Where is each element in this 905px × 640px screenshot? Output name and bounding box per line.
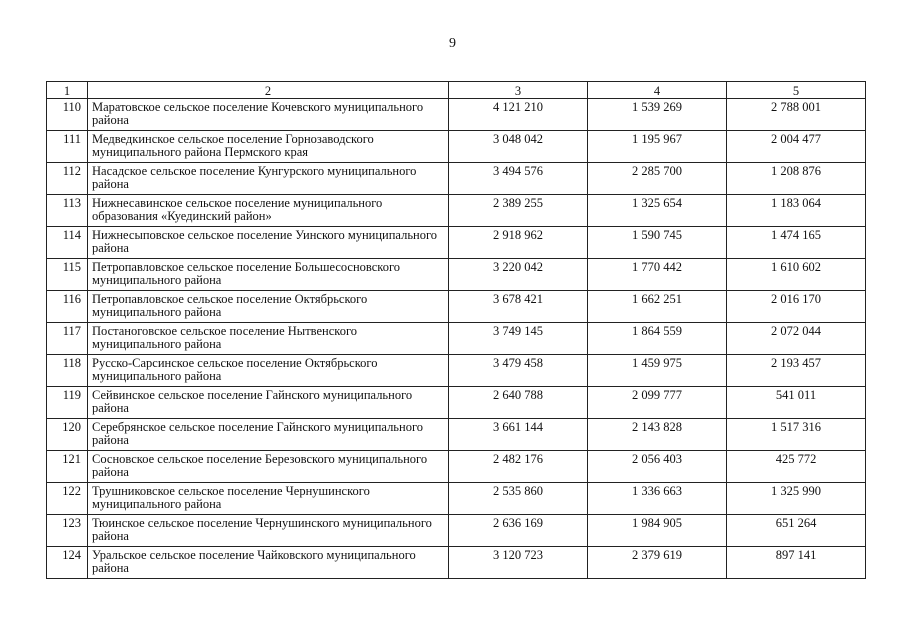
row-number-cell: 111: [47, 131, 88, 163]
value-col-3-cell: 2 482 176: [449, 451, 588, 483]
value-col-5-cell: 1 517 316: [727, 419, 866, 451]
table-row: [47, 483, 866, 515]
value-col-3-cell: 2 636 169: [449, 515, 588, 547]
value-col-3-cell: 3 661 144: [449, 419, 588, 451]
header-col-1: 1: [47, 82, 88, 99]
value-col-4-cell: 2 099 777: [588, 387, 727, 419]
row-number-cell: 112: [47, 163, 88, 195]
row-number-cell: 113: [47, 195, 88, 227]
value-col-4-cell: 2 056 403: [588, 451, 727, 483]
value-col-5-cell: 651 264: [727, 515, 866, 547]
table-row: [47, 195, 866, 227]
row-number-cell: 116: [47, 291, 88, 323]
header-row: [47, 82, 866, 99]
table-header: [47, 82, 866, 99]
value-col-5-cell: 2 004 477: [727, 131, 866, 163]
value-col-4-cell: 1 539 269: [588, 99, 727, 131]
row-number-cell: 115: [47, 259, 88, 291]
value-col-4-cell: 2 285 700: [588, 163, 727, 195]
value-col-5-cell: 2 788 001: [727, 99, 866, 131]
settlement-name-cell: Уральское сельское поселение Чайковского муниципального района: [88, 547, 449, 579]
value-col-5-cell: 2 016 170: [727, 291, 866, 323]
value-col-3-cell: 3 120 723: [449, 547, 588, 579]
table-row: [47, 387, 866, 419]
value-col-4-cell: 1 459 975: [588, 355, 727, 387]
settlement-name-cell: Сейвинское сельское поселение Гайнского муниципального района: [88, 387, 449, 419]
table-row: [47, 451, 866, 483]
row-number-cell: 124: [47, 547, 88, 579]
row-number-cell: 121: [47, 451, 88, 483]
value-col-4-cell: 1 984 905: [588, 515, 727, 547]
row-number-cell: 119: [47, 387, 88, 419]
value-col-5-cell: 541 011: [727, 387, 866, 419]
row-number-cell: 110: [47, 99, 88, 131]
settlement-name-cell: Насадское сельское поселение Кунгурского муниципального района: [88, 163, 449, 195]
table-row: [47, 547, 866, 579]
table-row: [47, 163, 866, 195]
header-col-5: 5: [727, 82, 866, 99]
value-col-4-cell: 1 325 654: [588, 195, 727, 227]
header-col-4: 4: [588, 82, 727, 99]
value-col-3-cell: 3 749 145: [449, 323, 588, 355]
value-col-3-cell: 4 121 210: [449, 99, 588, 131]
settlement-name-cell: Медведкинское сельское поселение Горнозаводского муниципального района Пермского края: [88, 131, 449, 163]
table-row: [47, 291, 866, 323]
value-col-5-cell: 2 072 044: [727, 323, 866, 355]
settlement-name-cell: Трушниковское сельское поселение Чернушинского муниципального района: [88, 483, 449, 515]
header-col-2: 2: [88, 82, 449, 99]
value-col-3-cell: 3 048 042: [449, 131, 588, 163]
row-number-cell: 117: [47, 323, 88, 355]
settlement-name-cell: Серебрянское сельское поселение Гайнского муниципального района: [88, 419, 449, 451]
settlement-name-cell: Маратовское сельское поселение Кочевского муниципального района: [88, 99, 449, 131]
table-row: [47, 131, 866, 163]
settlement-name-cell: Нижнесавинское сельское поселение муниципального образования «Куединский район»: [88, 195, 449, 227]
settlement-name-cell: Сосновское сельское поселение Березовского муниципального района: [88, 451, 449, 483]
table-row: [47, 355, 866, 387]
value-col-3-cell: 2 535 860: [449, 483, 588, 515]
value-col-5-cell: 1 610 602: [727, 259, 866, 291]
value-col-3-cell: 2 389 255: [449, 195, 588, 227]
table-row: [47, 323, 866, 355]
value-col-3-cell: 3 479 458: [449, 355, 588, 387]
settlement-name-cell: Тюинское сельское поселение Чернушинского муниципального района: [88, 515, 449, 547]
page-number: 9: [449, 36, 456, 51]
value-col-5-cell: 425 772: [727, 451, 866, 483]
value-col-4-cell: 1 864 559: [588, 323, 727, 355]
table-row: [47, 99, 866, 131]
row-number-cell: 122: [47, 483, 88, 515]
settlement-name-cell: Нижнесыповское сельское поселение Уинского муниципального района: [88, 227, 449, 259]
settlement-name-cell: Русско-Сарсинское сельское поселение Октябрьского муниципального района: [88, 355, 449, 387]
value-col-5-cell: 897 141: [727, 547, 866, 579]
settlement-name-cell: Петропавловское сельское поселение Октябрьского муниципального района: [88, 291, 449, 323]
value-col-3-cell: 3 220 042: [449, 259, 588, 291]
value-col-3-cell: 3 678 421: [449, 291, 588, 323]
value-col-4-cell: 1 770 442: [588, 259, 727, 291]
settlement-name-cell: Петропавловское сельское поселение Большесосновского муниципального района: [88, 259, 449, 291]
value-col-3-cell: 3 494 576: [449, 163, 588, 195]
row-number-cell: 114: [47, 227, 88, 259]
header-col-3: 3: [449, 82, 588, 99]
value-col-4-cell: 1 662 251: [588, 291, 727, 323]
data-table: [46, 81, 866, 579]
table-row: [47, 515, 866, 547]
row-number-cell: 118: [47, 355, 88, 387]
value-col-3-cell: 2 918 962: [449, 227, 588, 259]
value-col-4-cell: 1 336 663: [588, 483, 727, 515]
value-col-5-cell: 2 193 457: [727, 355, 866, 387]
row-number-cell: 120: [47, 419, 88, 451]
settlement-name-cell: Постаноговское сельское поселение Нытвенского муниципального района: [88, 323, 449, 355]
table-row: [47, 227, 866, 259]
table-body: [47, 99, 866, 579]
value-col-4-cell: 2 143 828: [588, 419, 727, 451]
value-col-5-cell: 1 208 876: [727, 163, 866, 195]
table-row: [47, 259, 866, 291]
value-col-4-cell: 1 195 967: [588, 131, 727, 163]
value-col-5-cell: 1 474 165: [727, 227, 866, 259]
value-col-4-cell: 2 379 619: [588, 547, 727, 579]
value-col-5-cell: 1 325 990: [727, 483, 866, 515]
table-row: [47, 419, 866, 451]
value-col-3-cell: 2 640 788: [449, 387, 588, 419]
value-col-5-cell: 1 183 064: [727, 195, 866, 227]
value-col-4-cell: 1 590 745: [588, 227, 727, 259]
row-number-cell: 123: [47, 515, 88, 547]
